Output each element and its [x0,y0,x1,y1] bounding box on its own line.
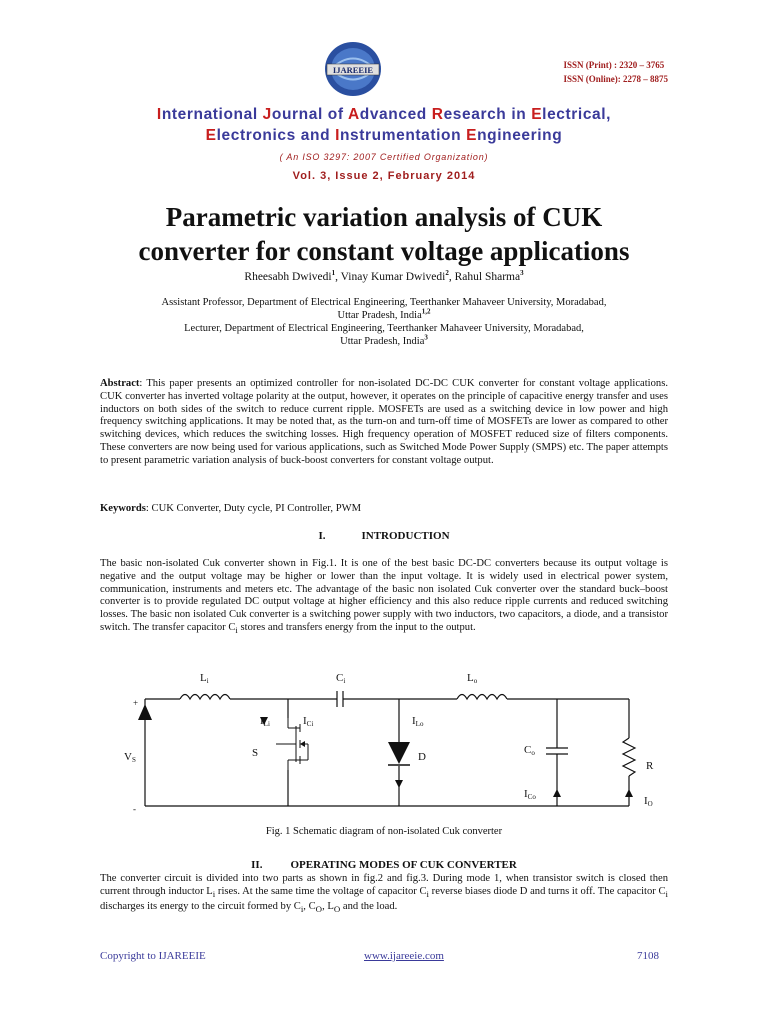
resistor-r-label: R [646,760,654,772]
affiliation-line [140,335,628,348]
subscript: O [333,903,341,914]
intro-text-end: stores and transfers energy from the input to the output. [237,621,476,633]
affiliation-line: Lecturer, Department of Electrical Engineering, Teerthanker Mahaveer University, Moradabad, [184,323,584,334]
affiliation-location: Uttar Pradesh, India [337,310,422,321]
iso-line: ( An ISO 3297: 2007 Certified Organization) [279,152,489,162]
issn-block [563,58,668,86]
author-sup: 3 [520,269,524,278]
journal-logo [322,40,384,98]
cuk-converter-schematic [100,664,668,822]
footer-website-link[interactable]: www.ijareeie.com [364,950,444,962]
paper-title [60,200,708,268]
modes-text: , L [322,900,334,912]
logo-text: IJAREEIE [332,65,374,75]
affiliation-1 [140,296,628,322]
diode-d-label: D [418,751,426,763]
modes-text: discharges its energy to the circuit formed by C [100,900,301,912]
author-name: Rahul Sharma [454,271,521,283]
author-sup: 2 [445,269,449,278]
paper-title-line1: Parametric variation analysis of CUK [165,202,603,232]
section-number: I. [318,530,326,542]
modes-text: rises. At the same time the voltage of capacitor C [215,885,427,897]
author-list: Rheesabh Dwivedi$^1$, Vinay Kumar Dwivedi$^2$, Rahul Sharma$^3$ [244,269,524,283]
section-heading-introduction [0,530,768,542]
affiliation-line [140,309,628,322]
affiliation-sup: 3 [424,333,428,342]
affiliation-location: Uttar Pradesh, India [340,336,425,347]
journal-title-line2: Electronics and Instrumentation Engineering [205,127,563,144]
section-heading-operating-modes [0,859,768,871]
switch-s-label: S [252,747,259,759]
affiliation-2 [140,322,628,348]
author-sup: 1 [331,269,336,278]
current-ilo-label: ILo [412,715,424,728]
current-ici-label: ICi [303,715,314,728]
source-vs-label: VS [124,751,136,764]
issn-print: ISSN (Print) : 2320 – 3765 [563,60,665,70]
figure-caption: Fig. 1 Schematic diagram of non-isolated Cuk converter [265,826,503,837]
operating-modes-paragraph [100,873,668,916]
footer-copyright: Copyright to IJAREEIE [100,950,206,962]
intro-subscript: i [235,625,238,636]
subscript: i [426,888,429,899]
abstract-label: Abstract [100,378,140,389]
section-title: OPERATING MODES OF CUK CONVERTER [290,859,517,871]
current-ico-label: ICo [524,788,536,801]
minus-terminal: - [133,804,136,814]
intro-text: The basic non-isolated Cuk converter shown in Fig.1. It is one of the best basic DC-DC converters because its output voltage is negative and the output voltage may be higher or lower than the input voltage. It is widely used in electrical power system, communication, instruments and meters etc. The advantage of the basic non isolated Cuk converter over the standard buck–boost converter is to provide regulated DC output voltage at higher efficiency and this also reduce ripple currents and reduced switching losses. The basic non isolated Cuk converter is a switching power supply with two inductors, two capacitors, a diode, and a transistor switch. The transfer capacitor C [100,558,668,633]
capacitor-co-label: Co [524,744,535,757]
modes-text: The converter circuit is divided into two parts as shown in fig.2 and fig.3. During mode 1, when transistor switch is closed then current through inductor L [100,873,668,897]
subscript: i [665,888,668,899]
introduction-paragraph [100,558,668,637]
subscript: i [212,888,216,899]
keywords-label: Keywords [100,503,146,514]
inductor-li-label: Li [200,672,209,685]
author-name: Vinay Kumar Dwivedi [340,271,446,283]
inductor-lo-label: Lo [467,672,478,685]
abstract [100,378,668,468]
abstract-text: : This paper presents an optimized controller for non-isolated DC-DC CUK converter for constant voltage applications. CUK converter has inverted voltage polarity at the output, however, it operates on the principle of capacitive energy transfer and uses inductors on both sides of the switch to reduce current ripple. MOSFETs are used as a switching device in low power and high frequency switching applications. It may be noted that, as the turn-on and turn-off time of MOSFETs are lower as compared to other switching devices, which reduces the switching losses. High frequency operation of MOSFET reduced size of filters components. These converters are now being used for various applications, such as Switched Mode Power Supply (SMPS) etc. The paper attempts to present parametric variation analysis of buck-boost converters for constant voltage output. [100,378,668,466]
modes-text: and the load. [340,900,398,912]
journal-title-line1: International Journal of Advanced Research in Electrical, [156,106,612,123]
modes-text: reverse biases diode D and turns it off. The capacitor C [429,885,666,897]
modes-text: , C [303,900,316,912]
affiliation-sup: 1,2 [421,307,431,316]
subscript: O [315,903,323,914]
author-name: Rheesabh Dwivedi [244,271,332,283]
section-number: II. [251,859,263,871]
subscript: i [300,903,304,914]
journal-title [0,104,768,146]
affiliation-line: Assistant Professor, Department of Electrical Engineering, Teerthanker Mahaveer University, Moradabad, [161,297,607,308]
paper-title-line2: converter for constant voltage applications [138,236,630,266]
keywords [100,503,668,516]
current-ili-label: ILi [260,715,270,728]
volume-line: Vol. 3, Issue 2, February 2014 [292,170,476,182]
section-title: INTRODUCTION [361,530,450,542]
capacitor-ci-label: Ci [336,672,346,685]
footer-page-number: 7108 [637,950,659,962]
plus-terminal: + [133,698,139,708]
current-io-label: IO [644,795,653,808]
issn-online: ISSN (Online): 2278 – 8875 [563,74,668,84]
keywords-text: : CUK Converter, Duty cycle, PI Controller, PWM [145,503,362,514]
